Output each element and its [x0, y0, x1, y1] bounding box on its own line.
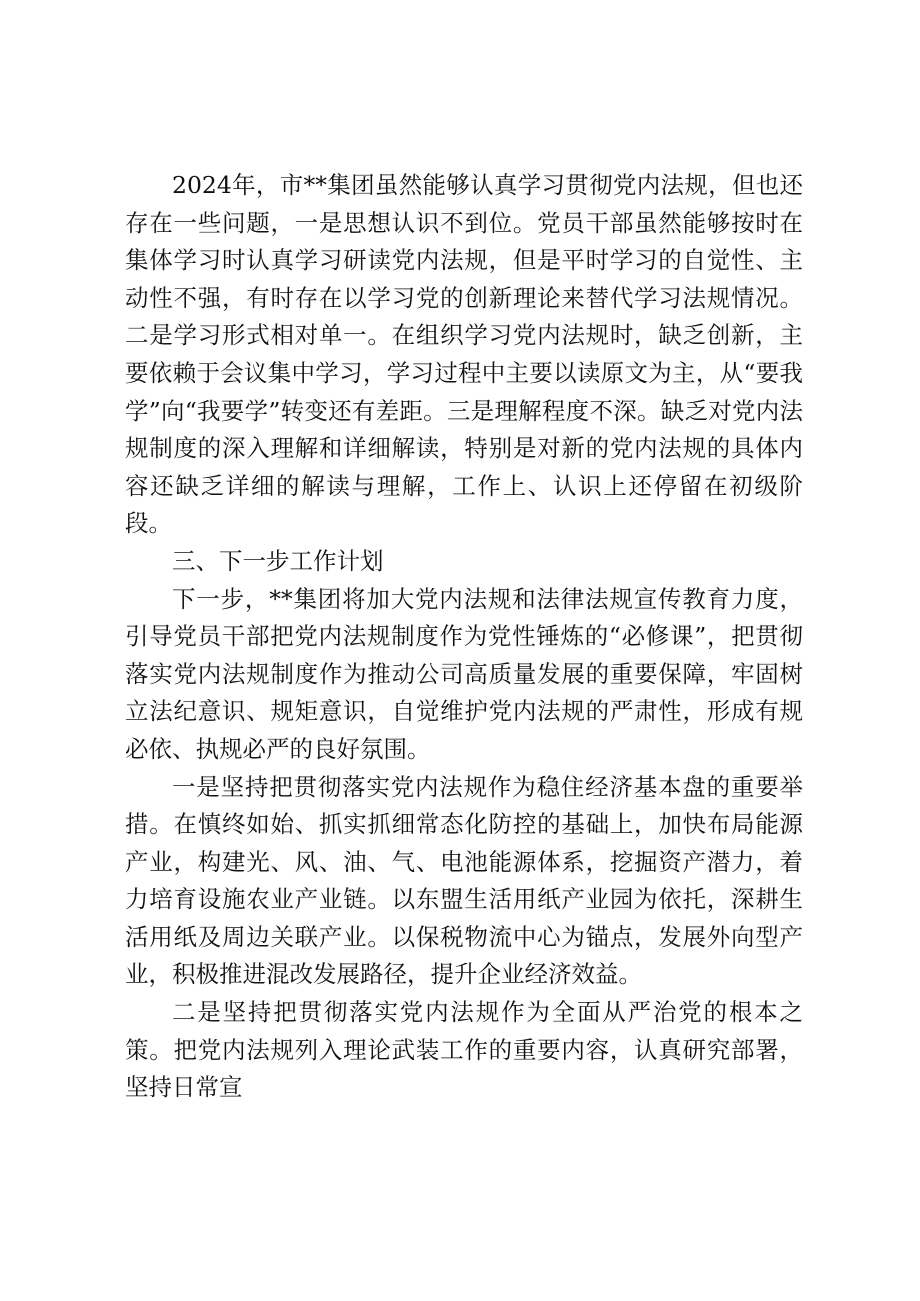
- document-body: [125, 167, 803, 1107]
- paragraph-measure-two: 二是坚持把贯彻落实党内法规作为全面从严治党的根本之策。把党内法规列入理论武装工作的重要内容，认真研究部署，坚持日常宣: [125, 998, 803, 1102]
- paragraph-next-step-overview: 下一步，**集团将加大党内法规和法律法规宣传教育力度，引导党员干部把党内法规制度作为党性锤炼的“必修课”，把贯彻落实党内法规制度作为推动公司高质量发展的重要保障，牢固树立法纪意识、规矩意识，自觉维护党内法规的严肃性，形成有规必依、执规必严的良好氛围。: [125, 584, 803, 763]
- paragraph-measure-one: 一是坚持把贯彻落实党内法规作为稳住经济基本盘的重要举措。在慎终如始、抓实抓细常态化防控的基础上，加快布局能源产业，构建光、风、油、气、电池能源体系，挖掘资产潜力，着力培育设施农业产业链。以东盟生活用纸产业园为依托，深耕生活用纸及周边关联产业。以保税物流中心为锚点，发展外向型产业，积极推进混改发展路径，提升企业经济效益。: [125, 772, 803, 989]
- paragraph-problems: 2024年，市**集团虽然能够认真学习贯彻党内法规，但也还存在一些问题，一是思想认识不到位。党员干部虽然能够按时在集体学习时认真学习研读党内法规，但是平时学习的自觉性、主动性不强，有时存在以学习党的创新理论来替代学习法规情况。二是学习形式相对单一。在组织学习党内法规时，缺乏创新，主要依赖于会议集中学习，学习过程中主要以读原文为主，从“要我学”向“我要学”转变还有差距。三是理解程度不深。缺乏对党内法规制度的深入理解和详细解读，特别是对新的党内法规的具体内容还缺乏详细的解读与理解，工作上、认识上还停留在初级阶段。: [125, 171, 803, 538]
- section-heading-next-steps: 三、下一步工作计划: [172, 546, 384, 575]
